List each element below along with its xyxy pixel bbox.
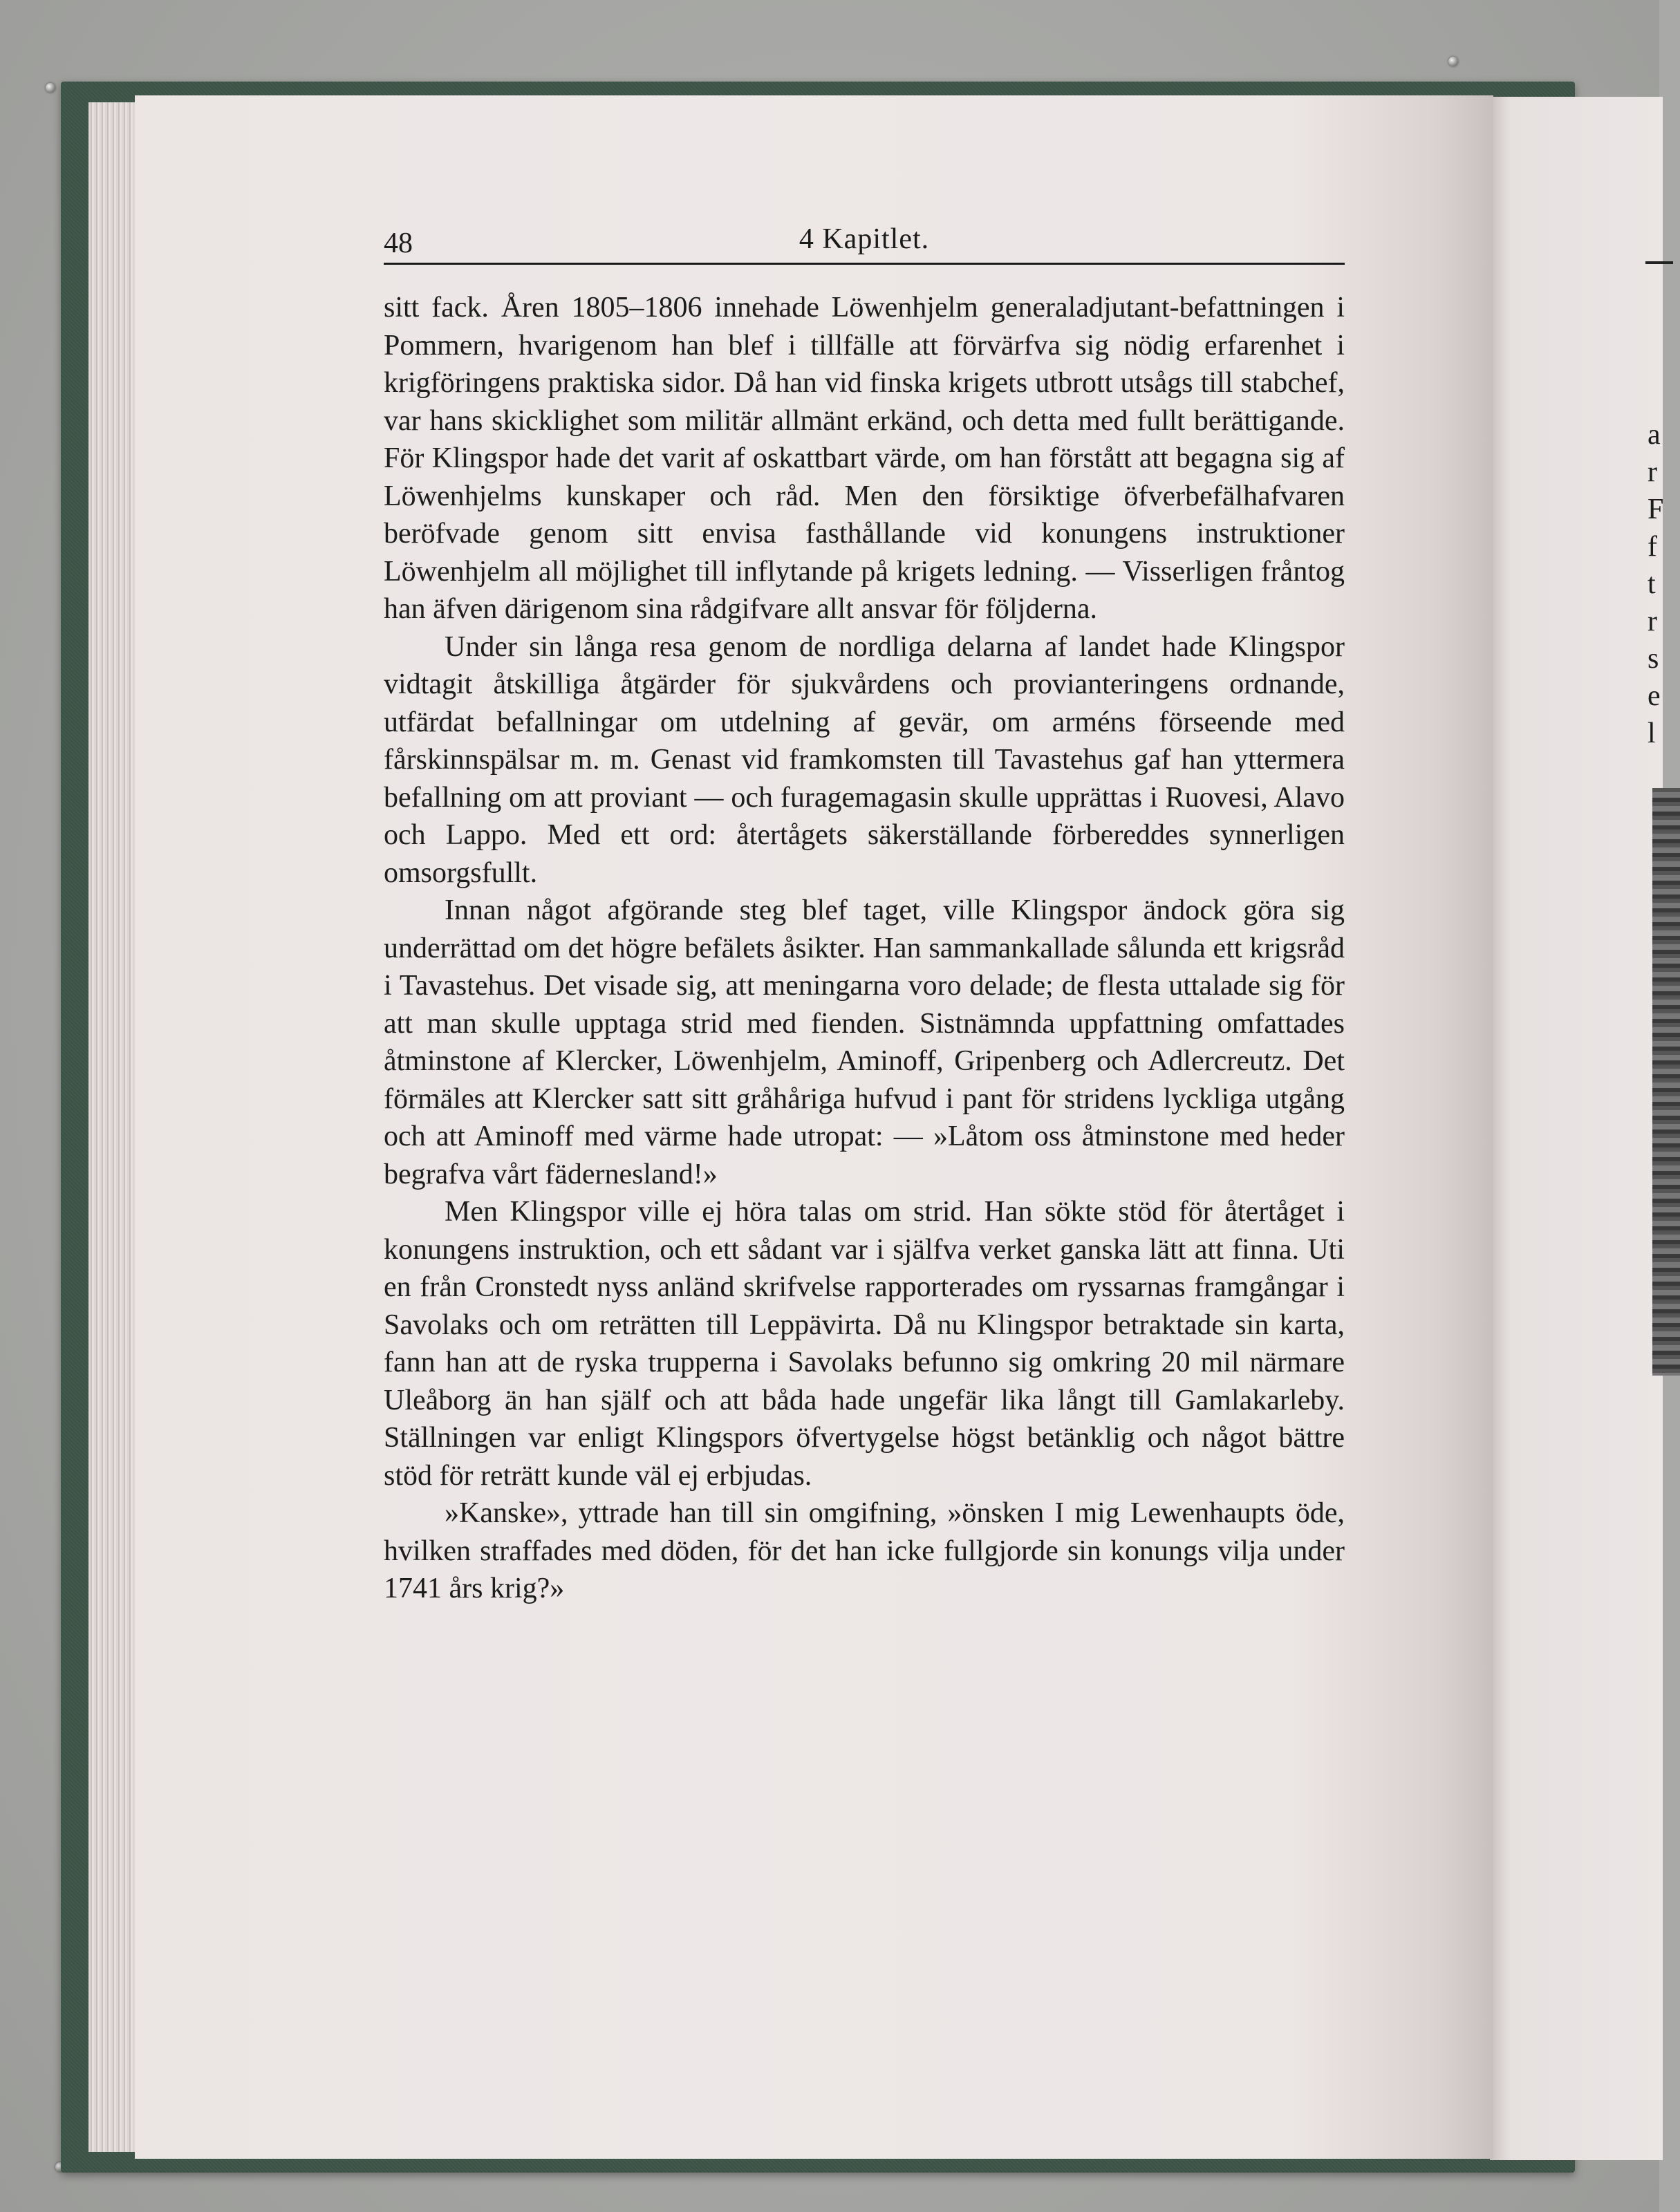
running-head: 4 Kapitlet. — [799, 223, 930, 255]
paragraph: Innan något afgörande steg blef taget, ville Klingspor ändock göra sig underrättad om det högre befälets åsikter. Han sammankallade sålunda ett krigsråd i Tavastehus. Det visade sig, att meningarna voro delade; de flesta uttalade sig för att man skulle upptaga strid med fienden. Sistnämnda uppfattning omfattades åtminstone af Klercker, Löwenhjelm, Aminoff, Gripenberg och Adlercreutz. Det förmäles att Klercker satt sitt gråhåriga hufvud i pant för stridens lyckliga utgång och att Aminoff med värme hade utropat: — »Låtom oss åtminstone med heder begrafva vårt fädernesland!» — [384, 894, 1345, 1190]
facing-page-rule — [1645, 261, 1673, 264]
facing-page-fragment: a — [1648, 419, 1661, 451]
facing-page-fragment: s — [1648, 643, 1659, 675]
facing-page — [1490, 97, 1663, 2160]
facing-page-fragment: l — [1648, 718, 1656, 749]
facing-page-fragment: F — [1648, 494, 1664, 525]
body-text — [384, 289, 1345, 1608]
facing-page-fragment: r — [1648, 606, 1657, 637]
facing-page-fragment: f — [1648, 531, 1657, 563]
pin-icon — [1448, 57, 1458, 66]
paragraph: sitt fack. Åren 1805–1806 innehade Löwenhjelm generaladjutant-befattningen i Pommern, hvarigenom han blef i tillfälle att förvärfva sig nödig erfarenhet i krigföringens praktiska sidor. Då han vid finska krigets utbrott utsågs till stabchef, var hans skicklighet som militär allmänt erkänd, och detta med fullt berättigande. För Klingspor hade det varit af oskattbart värde, om han förstått att begagna sig af Löwenhjelms kunskaper och råd. Men den försiktige öfverbefälhafvaren beröfvade genom sitt envisa fasthållande vid konungens instruktioner Löwenhjelm all möjlighet till inflytande på krigets ledning. — Visserligen fråntog han äfven därigenom sina rådgifvare allt ansvar för följderna. — [384, 292, 1345, 625]
page-edges — [88, 102, 137, 2152]
facing-page-illustration — [1652, 788, 1680, 1376]
pin-icon — [46, 83, 55, 93]
facing-page-fragment: e — [1648, 680, 1661, 712]
header-rule — [384, 263, 1345, 265]
facing-page-fragment: r — [1648, 456, 1657, 488]
page-header — [384, 223, 1345, 264]
facing-page-fragment: t — [1648, 568, 1656, 600]
page-number: 48 — [384, 227, 413, 259]
paragraph: »Kanske», yttrade han till sin omgifning, »önsken I mig Lewenhaupts öde, hvilken straffades med döden, för det han icke fullgjorde sin konungs vilja under 1741 års krig?» — [384, 1497, 1345, 1604]
paragraph: Men Klingspor ville ej höra talas om strid. Han sökte stöd för återtåget i konungens instruktion, och ett sådant var i själfva verket ganska lätt att finna. Uti en från Cronstedt nyss anländ skrifvelse rapporterades om ryssarnas framgångar i Savolaks och om reträtten till Leppävirta. Då nu Klingspor betraktade sin karta, fann han att de ryska trupperna i Savolaks befunno sig omkring 20 mil närmare Uleåborg än han själf och att båda hade ungefär lika långt till Gamlakarleby. Ställningen var enligt Klingspors öfvertygelse högst betänklig och något bättre stöd för reträtt kunde väl ej erbjudas. — [384, 1196, 1345, 1492]
paragraph: Under sin långa resa genom de nordliga delarna af landet hade Klingspor vidtagit åtskilliga åtgärder för sjukvårdens och provianteringens ordnande, utfärdat befallningar om utdelning af gevär, om arméns förseende med fårskinnspälsar m. m. Genast vid framkomsten till Tavastehus gaf han yttermera befallning om att proviant — och furagemagasin skulle upprättas i Ruovesi, Alavo och Lappo. Med ett ord: återtågets säkerställande förbereddes synnerligen omsorgsfullt. — [384, 630, 1345, 889]
